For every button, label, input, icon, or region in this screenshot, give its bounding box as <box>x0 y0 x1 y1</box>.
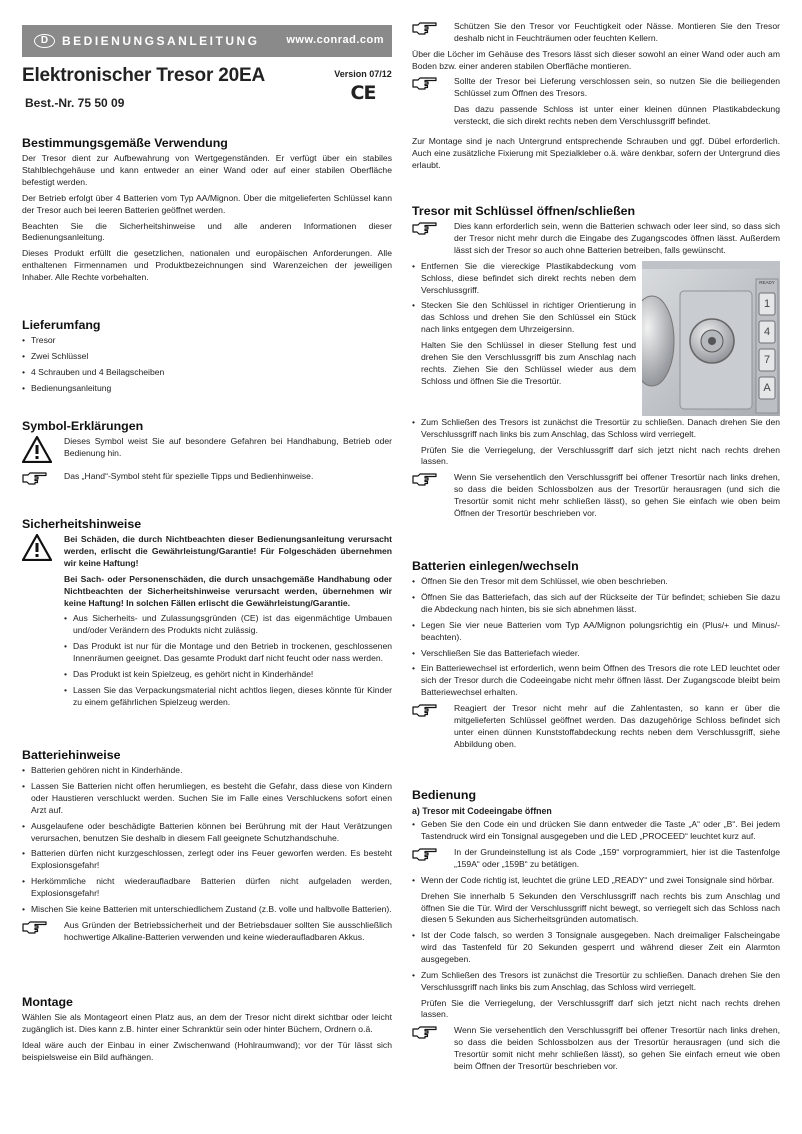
ready-label: READY <box>759 279 775 285</box>
safety-warning-block <box>22 534 392 712</box>
list-item: • Legen Sie vier neue Batterien vom Typ AA/Mignon polungsrichtig ein (Plus/+ und Minus/- beachten). <box>412 620 780 644</box>
operation-tip-2: Wenn Sie versehentlich den Verschlussgriff bei offener Tresortür nach links drehen, so dass die beiden Schlossbolzen aus der Tresortür herausragen (und sich die Tresortür somit nicht mehr schließen lässt), so gehen Sie einfach erneut wie oben beim Öffnen der Tresortür beschrieben vor. <box>454 1025 780 1071</box>
warning-icon <box>22 534 64 561</box>
paragraph: Beachten Sie die Sicherheitshinweise und alle anderen Informationen dieser Bedienungsanleitung. <box>22 220 392 243</box>
paragraph: Prüfen Sie die Verriegelung, der Verschlussgriff darf sich jetzt nicht nach rechts drehen lassen. <box>421 997 780 1020</box>
safety-text <box>64 534 392 712</box>
heading-mounting: Montage <box>22 995 73 1009</box>
heading-safety: Sicherheitshinweise <box>22 517 142 531</box>
list-item: • Batterien gehören nicht in Kinderhände. <box>22 765 392 777</box>
manual-label: BEDIENUNGSANLEITUNG <box>62 33 260 48</box>
operation-tip-1-row <box>412 847 780 871</box>
paragraph: Zur Montage sind je nach Untergrund entsprechende Schrauben und ggf. Dübel erforderlich. Auch eine zusätzliche Fixierung mit Spezialkleber o.ä. wäre denkbar, sofern der Untergrund dies erlaubt. <box>412 135 780 170</box>
list-item: • Öffnen Sie den Tresor mit dem Schlüssel, wie oben beschrieben. <box>412 576 780 588</box>
key-open-steps <box>412 261 780 417</box>
key-open-tip-2: Wenn Sie versehentlich den Verschlussgriff bei offener Tresortür nach links drehen, so dass die beiden Schlossbolzen aus der Tresortür herausragen (und sich die Tresortür somit nicht mehr schließen lässt), so gehen Sie einfach wie oben beim Öffnen der Tresortür beschrieben vor. <box>454 472 780 518</box>
subheading-code-open: a) Tresor mit Codeeingabe öffnen <box>412 806 552 817</box>
heading-key-open: Tresor mit Schlüssel öffnen/schließen <box>412 204 636 218</box>
pointing-hand-icon <box>412 472 454 486</box>
warning-symbol-text: Dieses Symbol weist Sie auf besondere Gefahren bei Handhabung, Betrieb oder Bedienung hin. <box>64 436 392 459</box>
pointing-hand-icon <box>22 471 64 485</box>
heading-battery-change: Batterien einlegen/wechseln <box>412 559 579 573</box>
safety-bold-2: Bei Sach- oder Personenschäden, die durch unsachgemäße Handhabung oder Nichtbeachten der Sicherheitshinweise verursacht werden, übernehmen wir keine Haftung! In solchen Fällen erlischt die Gewährleistung/Garantie. <box>64 573 392 608</box>
safety-list <box>64 613 392 708</box>
mounting-tip-2 <box>454 76 780 131</box>
operation-list-2 <box>412 875 780 887</box>
battery-notes-list <box>22 765 392 915</box>
key-open-tip-2-row <box>412 472 780 519</box>
paragraph: Dieses Produkt erfüllt die gesetzlichen, nationalen und europäischen Anforderungen. Alle enthaltenen Firmennamen und Produktbezeichnungen sind Warenzeichen der jeweiligen Inhaber. Alle Rechte vorbehalten. <box>22 248 392 282</box>
operation-tip-1: In der Grundeinstellung ist als Code „159“ vorprogrammiert, hier ist die Tastenfolge „159A“ oder „159B“ zu betätigen. <box>454 847 780 869</box>
header-banner <box>22 25 392 57</box>
list-item: • Aus Sicherheits- und Zulassungsgründen (CE) ist das eigenmächtige Umbauen und/oder Verändern des Produkts nicht zulässig. <box>64 613 392 637</box>
key-open-list <box>412 261 636 336</box>
operation-list-1 <box>412 819 780 843</box>
battery-tip-text: Aus Gründen der Betriebssicherheit und der Betriebsdauer sollten Sie ausschließlich hochwertige Alkaline-Batterien verwenden und keine wiederaufladbaren Akkus. <box>64 919 392 942</box>
section-safety <box>22 517 392 716</box>
pointing-hand-icon <box>412 1025 454 1039</box>
pointing-hand-icon <box>412 703 454 717</box>
page-title: Elektronischer Tresor 20EA <box>22 65 265 86</box>
list-item: • Entfernen Sie die viereckige Plastikabdeckung vom Schloss, diese befindet sich direkt rechts neben dem Verschlussgriff. <box>412 261 636 297</box>
list-item: • Lassen Sie Batterien nicht offen herumliegen, es besteht die Gefahr, dass diese von Kindern oder Haustieren verschluckt werden. Suchen Sie im Falle eines Verschluckens sofort einen Arzt auf. <box>22 781 392 817</box>
list-item: • Öffnen Sie das Batteriefach, das sich auf der Rückseite der Tür befindet; schieben Sie dazu die Abdeckung nach hinten, bis sie sich abnehmen lässt. <box>412 592 780 616</box>
list-item: • Wenn der Code richtig ist, leuchtet die grüne LED „READY“ und zwei Tonsignale sind hörbar. <box>412 875 780 887</box>
order-number: Best.-Nr. 75 50 09 <box>25 96 125 110</box>
battery-tip-row <box>22 920 392 944</box>
mounting-tip-row <box>412 21 780 45</box>
key-open-tip-row <box>412 221 780 257</box>
key-a[interactable]: A <box>763 381 771 394</box>
safety-bold-1: Bei Schäden, die durch Nichtbeachten dieser Bedienungsanleitung verursacht werden, erlischt die Gewährleistung/Garantie! Für Folgeschäden übernehmen wir keine Haftung! <box>64 534 392 568</box>
hand-symbol-text: Das „Hand“-Symbol steht für spezielle Tipps und Bedienhinweise. <box>64 471 314 482</box>
operation-tip-2-row <box>412 1025 780 1072</box>
section-battery-change <box>412 559 780 754</box>
list-item: • Zum Schließen des Tresors ist zunächst die Tresortür zu schließen. Danach drehen Sie den Verschlussgriff nach links bis zum Anschlag, das Schloss wird verriegelt. <box>412 970 780 994</box>
key-close-list <box>412 417 780 441</box>
ce-mark: CE <box>350 82 376 105</box>
list-item: • Das Produkt ist nur für die Montage und den Betrieb in trockenen, geschlossenen Innenräumen geeignet. Das gesamte Produkt darf nicht feucht oder nass werden. <box>64 641 392 665</box>
section-mounting <box>22 995 392 1068</box>
pointing-hand-icon <box>22 920 64 934</box>
list-item: • 4 Schrauben und 4 Beilagscheiben <box>22 367 392 379</box>
delivery-list <box>22 335 392 394</box>
battery-change-tip-row <box>412 703 780 750</box>
section-battery-notes <box>22 748 392 947</box>
pointing-hand-icon <box>412 76 454 90</box>
heading-operation: Bedienung <box>412 788 477 802</box>
paragraph: Das dazu passende Schloss ist unter einer kleinen dünnen Plastikabdeckung versteckt, die sich direkt rechts neben dem Verschlussgriff befindet. <box>454 104 780 127</box>
warning-icon <box>22 436 64 463</box>
list-item: • Das Produkt ist kein Spielzeug, es gehört nicht in Kinderhände! <box>64 669 392 681</box>
list-item: • Ein Batteriewechsel ist erforderlich, wenn beim Öffnen des Tresors die rote LED leuchtet oder sich der Tresor durch die Codeeingabe nicht mehr öffnen lässt. Der Zugangscode bleibt beim Batteriewechsel erhalten. <box>412 663 780 699</box>
mounting-tip-2-row <box>412 76 780 131</box>
list-item: • Zum Schließen des Tresors ist zunächst die Tresortür zu schließen. Danach drehen Sie den Verschlussgriff nach links bis zum Anschlag, das Schloss wird verriegelt. <box>412 417 780 441</box>
paragraph: Über die Löcher im Gehäuse des Tresors lässt sich dieser sowohl an einer Wand oder auch am Boden bzw. einer anderen stabilen Oberfläche montieren. <box>412 48 780 71</box>
pointing-hand-icon <box>412 221 454 235</box>
pointing-hand-icon <box>412 847 454 861</box>
heading-intended-use: Bestimmungsgemäße Verwendung <box>22 136 228 150</box>
list-item: • Bedienungsanleitung <box>22 383 392 395</box>
symbol-warning-row <box>22 436 392 463</box>
paragraph: Der Tresor dient zur Aufbewahrung von Wertgegenständen. Er verfügt über ein stabiles Stahlblechgehäuse und kann entweder an einer Wand oder auf einer stabilen Oberfläche befestigt werden. <box>22 153 392 187</box>
list-item: • Batterien dürfen nicht kurzgeschlossen, zerlegt oder ins Feuer geworfen werden. Es besteht Explosionsgefahr! <box>22 848 392 872</box>
key-open-tip: Dies kann erforderlich sein, wenn die Batterien schwach oder leer sind, so dass sich der Tresor nicht mehr durch die Eingabe des Zugangscodes öffnen lässt. Außerdem lässt sich der Tresor so auch ohne Batterien betreiben, falls gewünscht. <box>454 221 780 255</box>
section-mounting-continued <box>412 21 780 175</box>
step-text: Stecken Sie den Schlüssel in richtiger Orientierung in das Schloss und drehen Sie den Schlüssel ein Stück nach links entgegen dem Uhrzeigersinn. <box>421 300 636 335</box>
battery-change-list <box>412 576 780 699</box>
list-item: • Verschließen Sie das Batteriefach wieder. <box>412 648 780 660</box>
list-item: • Ist der Code falsch, so werden 3 Tonsignale ausgegeben. Nach dreimaliger Falscheingabe wird das Tastenfeld für 20 Sekunden gesperrt und während dieser Zeit ein Alarmton ausgegeben. <box>412 930 780 966</box>
list-item: • Herkömmliche nicht wiederaufladbare Batterien dürfen nicht aufgeladen werden, Explosionsgefahr! <box>22 876 392 900</box>
key-4[interactable]: 4 <box>763 325 771 338</box>
paragraph: Sollte der Tresor bei Lieferung verschlossen sein, so nutzen Sie die beiliegenden Schlüssel zum Öffnen des Tresors. <box>454 76 780 99</box>
safe-keypad-photo <box>642 261 780 416</box>
mounting-tip-1: Schützen Sie den Tresor vor Feuchtigkeit oder Nässe. Montieren Sie den Tresor deshalb nicht in Feuchträumen oder feuchten Kellern. <box>454 21 780 43</box>
language-badge: D <box>34 34 55 48</box>
website-link[interactable]: www.conrad.com <box>286 34 384 47</box>
battery-change-tip: Reagiert der Tresor nicht mehr auf die Zahlentasten, so kann er über die mitgelieferten Schlüssel geöffnet werden. Das dazugehörige Schloss befindet sich unter einen dünnen Kunststoffabdeckung rechts neben dem Verschlussgriff, siehe Abbildung oben. <box>454 703 780 749</box>
list-item: • Mischen Sie keine Batterien mit unterschiedlichem Zustand (z.B. volle und halbvolle Batterien). <box>22 904 392 916</box>
section-delivery <box>22 318 392 399</box>
key-open-step-text <box>412 261 636 388</box>
list-item <box>412 300 636 336</box>
section-intended-use <box>22 136 392 288</box>
pointing-hand-icon <box>412 21 454 35</box>
key-1[interactable]: 1 <box>763 297 771 310</box>
paragraph: Prüfen Sie die Verriegelung, der Verschlussgriff darf sich jetzt nicht nach rechts drehen lassen. <box>421 444 780 467</box>
section-key-open <box>412 204 780 524</box>
list-item: • Zwei Schlüssel <box>22 351 392 363</box>
list-item: • Geben Sie den Code ein und drücken Sie dann entweder die Taste „A“ oder „B“. Bei jedem Tastendruck wird ein Tonsignal ausgegeben und die LED „PROCEED“ leuchtet kurz auf. <box>412 819 780 843</box>
paragraph: Drehen Sie innerhalb 5 Sekunden den Verschlussgriff nach rechts bis zum Anschlag und öffnen Sie die Tür. Wird der Verschlussgriff nicht bewegt, so verriegelt sich das Schloss nach diesen 5 Sekunden aus Sicherheitsgründen automatisch. <box>421 890 780 925</box>
list-item: • Ausgelaufene oder beschädigte Batterien können bei Berührung mit der Haut Verätzungen verursachen, benutzen Sie deshalb in diesem Fall geeignete Schutzhandschuhe. <box>22 821 392 845</box>
paragraph: Wählen Sie als Montageort einen Platz aus, an dem der Tresor nicht direkt sichtbar oder leicht zugänglich ist. Dies kann z.B. hinter einer Schranktür sein oder hinter Büchern, Ordnern o.ä. <box>22 1012 392 1035</box>
heading-delivery: Lieferumfang <box>22 318 101 332</box>
key-7[interactable]: 7 <box>763 353 771 366</box>
operation-list-3 <box>412 930 780 993</box>
paragraph: Halten Sie den Schlüssel in dieser Stellung fest und drehen Sie den Verschlussgriff bis zum Anschlag nach rechts. Ziehen Sie den Schlüssel wieder aus dem Schloss und öffnen Sie die Tresortür. <box>421 340 636 386</box>
paragraph: Ideal wäre auch der Einbau in einer Zwischenwand (Hohlraumwand); vor der Tür lässt sich beispielsweise ein Bild aufhängen. <box>22 1039 392 1062</box>
version-label: Version 07/12 <box>334 69 392 79</box>
order-number-block <box>25 95 395 112</box>
list-item: • Lassen Sie das Verpackungsmaterial nicht achtlos liegen, dieses könnte für Kinder zu einem gefährlichen Spielzeug werden. <box>64 685 392 709</box>
heading-battery-notes: Batteriehinweise <box>22 748 121 762</box>
list-item: • Tresor <box>22 335 392 347</box>
symbol-hand-row <box>22 471 392 485</box>
heading-symbols: Symbol-Erklärungen <box>22 419 144 433</box>
paragraph: Der Betrieb erfolgt über 4 Batterien vom Typ AA/Mignon. Über die mitgelieferten Schlüssel kann der Tresor auch bei leeren Batterien geöffnet werden. <box>22 192 392 215</box>
section-symbols <box>22 419 392 489</box>
section-operation <box>412 788 780 1077</box>
